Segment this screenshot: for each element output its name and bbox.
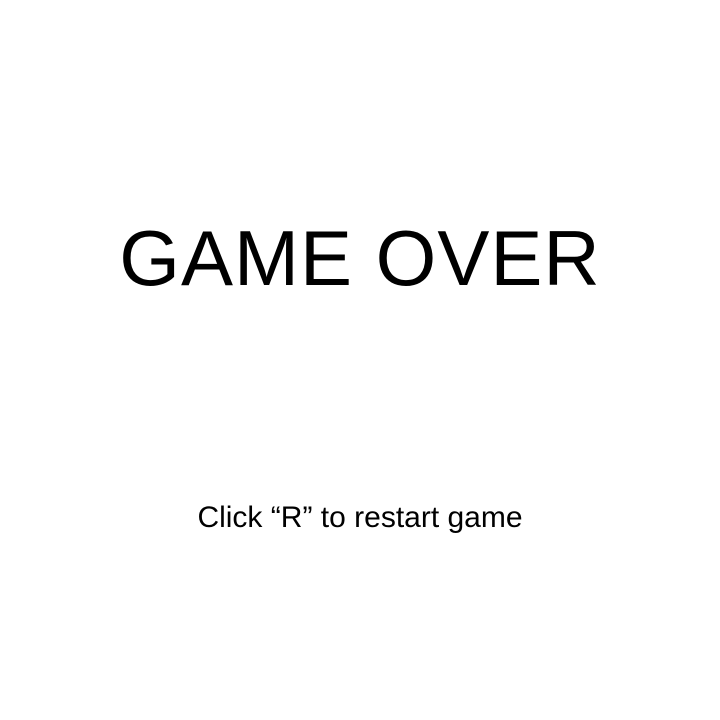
open-quote: “ <box>270 501 281 534</box>
restart-hint <box>0 496 720 540</box>
restart-hint-suffix: to restart game <box>312 501 523 534</box>
game-over-title: GAME OVER <box>119 214 601 302</box>
close-quote: ” <box>302 501 313 534</box>
restart-hint-prefix: Click <box>197 501 271 534</box>
restart-key: R <box>280 501 303 534</box>
